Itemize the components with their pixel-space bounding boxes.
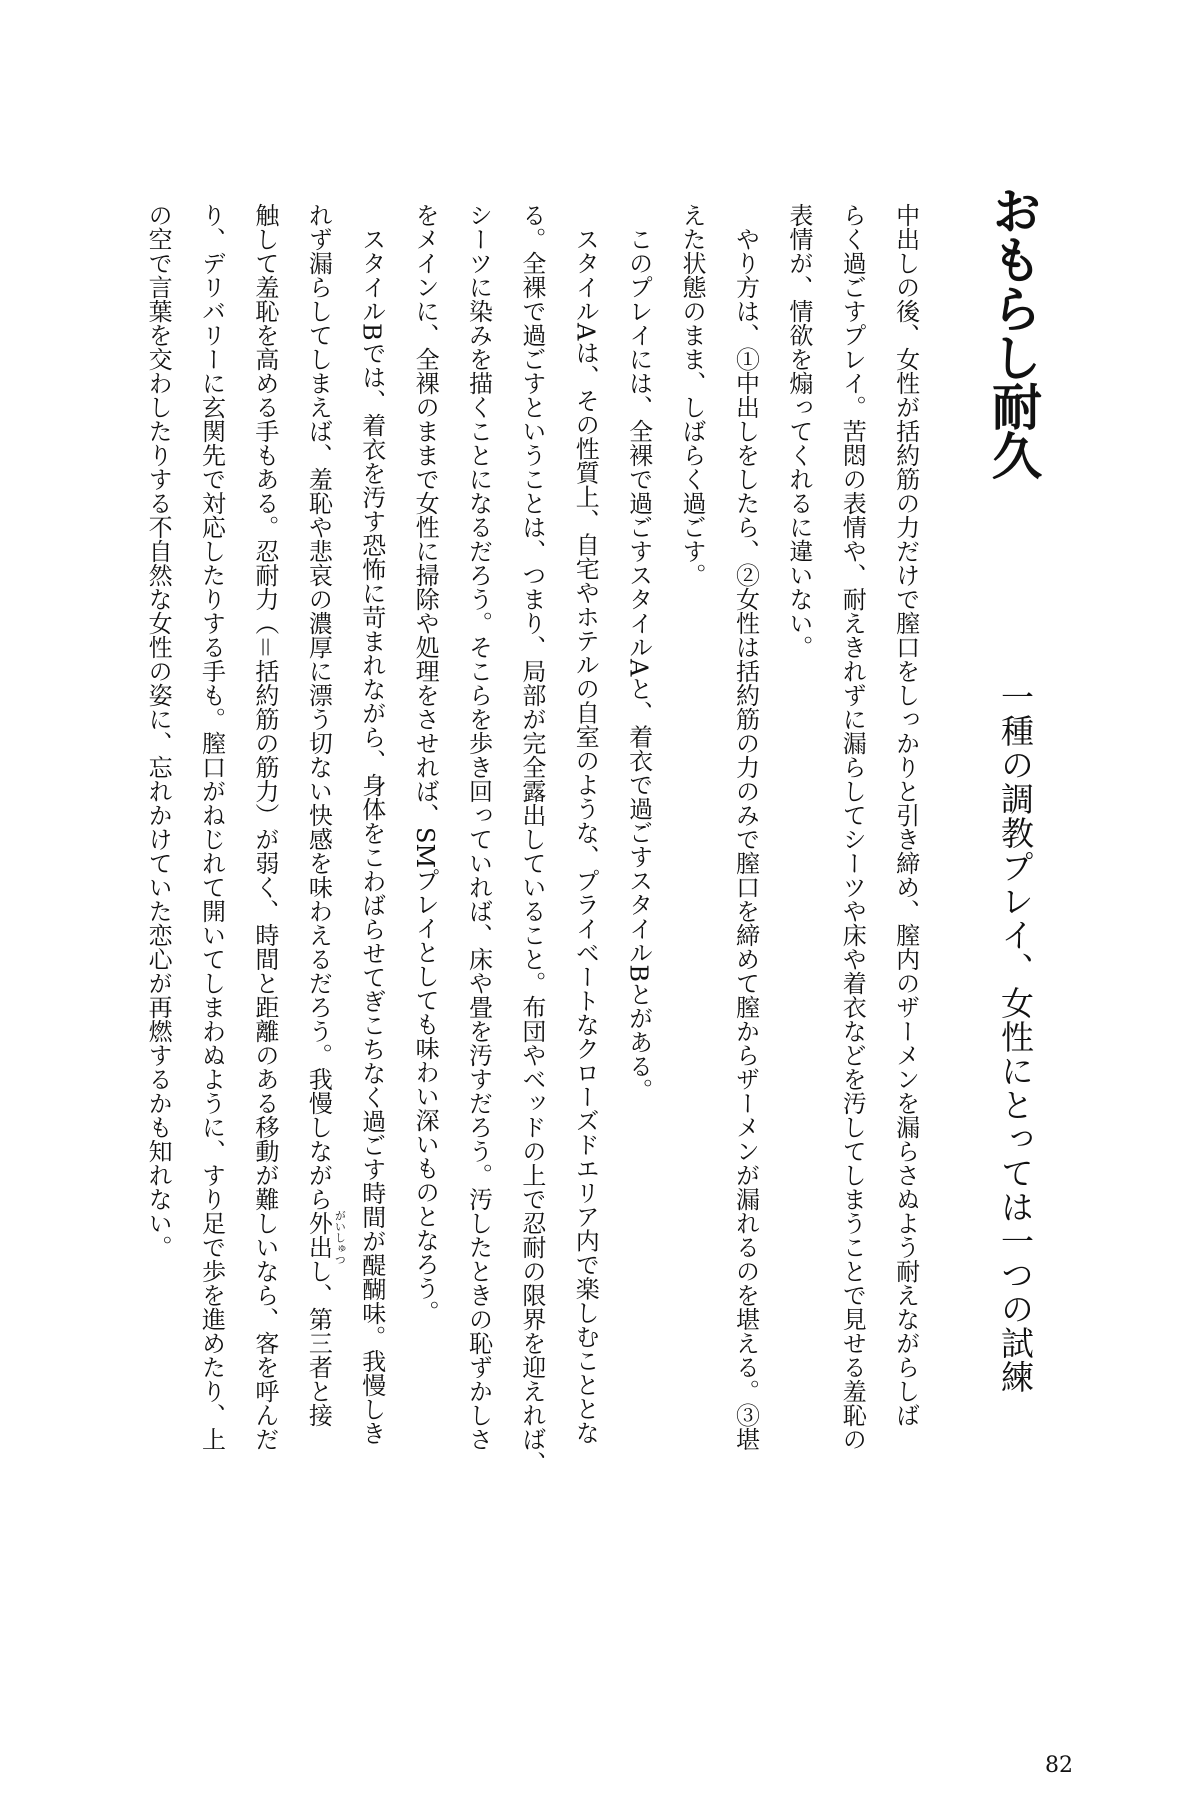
text-line <box>667 203 720 1453</box>
body-text <box>133 203 934 1475</box>
page-subtitle: 一種の調教プレイ、女性にとっては一つの試練 <box>996 680 1035 1394</box>
text-line <box>720 203 773 1453</box>
text-line-content: スタイルBでは、着衣を汚す恐怖に苛まれながら、身体をこわばらせてぎこちなく過ごす時間が醍醐味。我慢しき <box>357 203 386 1445</box>
text-line-content: れず漏らしてしまえば、羞恥や悲哀の濃厚に漂う切ない快感を味わえるだろう。我慢しながら外出し、第三者と接 <box>304 203 333 1427</box>
text-line-content: 触して羞恥を高める手もある。忍耐力（＝括約筋の筋力）が弱く、時間と距離のある移動が難しいなら、客を呼んだ <box>250 203 279 1451</box>
text-line <box>133 203 186 1453</box>
text-line-content: 中出しの後、女性が括約筋の力だけで膣口をしっかりと引き締め、膣内のザーメンを漏らさぬよう耐えながらしば <box>891 203 920 1427</box>
text-line <box>400 203 453 1453</box>
text-line <box>240 203 293 1453</box>
text-line-content: の空で言葉を交わしたりする不自然な女性の姿に、忘れかけていた恋心が再燃するかも知れない。 <box>144 203 173 1259</box>
page-title: おもらし耐久 <box>984 185 1042 479</box>
text-line-content: えた状態のまま、しばらく過ごす。 <box>678 203 707 587</box>
text-line-content: やり方は、①中出しをしたら、②女性は括約筋の力のみで膣口を締めて膣からザーメンが漏れるのを堪える。③堪 <box>731 203 760 1451</box>
text-line <box>881 203 934 1453</box>
text-line-content: る。全裸で過ごすということは、つまり、局部が完全露出していること。布団やベッドの上で忍耐の限界を迎えれば、 <box>517 203 546 1475</box>
ruby-annotation: がいしゅつ <box>333 1210 347 1265</box>
text-line <box>774 203 827 1453</box>
text-line <box>507 203 560 1475</box>
text-line <box>560 203 613 1453</box>
text-line-content: 表情が、情欲を煽ってくれるに違いない。 <box>784 203 813 659</box>
text-line-content: らく過ごすプレイ。苦悶の表情や、耐えきれずに漏らしてシーツや床や着衣などを汚してしまうことで見せる羞恥の <box>838 203 867 1451</box>
text-line-content: をメインに、全裸のままで女性に掃除や処理をさせれば、SMプレイとしても味わい深いものとなろう。 <box>411 203 440 1325</box>
page-number: 82 <box>1045 1753 1073 1778</box>
text-line-content: このプレイには、全裸で過ごすスタイルAと、着衣で過ごすスタイルBとがある。 <box>624 203 653 1102</box>
text-line <box>827 203 880 1453</box>
text-line <box>614 203 667 1453</box>
text-line <box>347 203 400 1453</box>
text-line <box>293 203 346 1453</box>
text-line-content: シーツに染みを描くことになるだろう。そこらを歩き回っていれば、床や畳を汚すだろう。汚したときの恥ずかしさ <box>464 203 493 1451</box>
text-line-content: スタイルAは、その性質上、自宅やホテルの自室のような、プライベートなクローズドエリア内で楽しむこととな <box>571 203 600 1445</box>
text-line-content: り、デリバリーに玄関先で対応したりする手も。膣口がねじれて開いてしまわぬように、すり足で歩を進めたり、上 <box>197 203 226 1451</box>
text-line <box>453 203 506 1453</box>
text-line <box>187 203 240 1453</box>
